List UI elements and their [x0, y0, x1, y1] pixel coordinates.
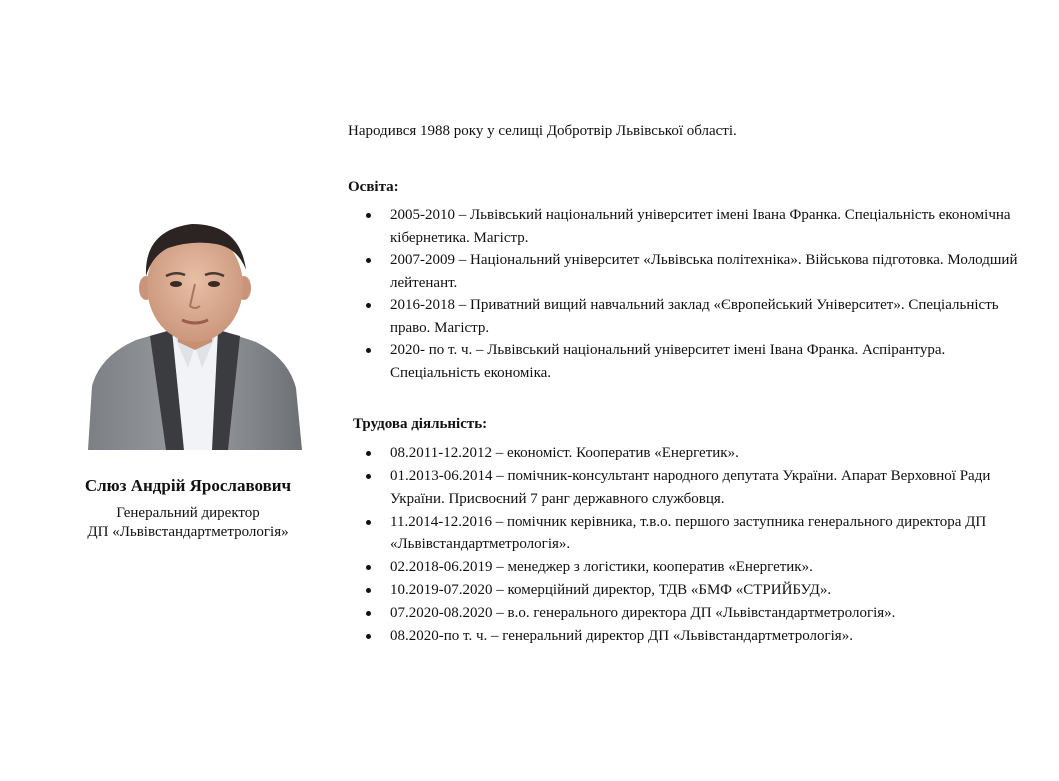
- bullet-icon: [366, 565, 371, 570]
- list-item: 10.2019-07.2020 – комерційний директор, ТДВ «БМФ «СТРИЙБУД».: [390, 579, 1030, 602]
- education-list: [390, 204, 1030, 384]
- bullet-icon: [366, 588, 371, 593]
- list-item: 2016-2018 – Приватний вищий навчальний заклад «Європейський Університет». Спеціальність право. Магістр.: [390, 294, 1030, 339]
- bullet-icon: [366, 520, 371, 525]
- person-organization: ДП «Львівстандартметрологія»: [87, 524, 289, 540]
- bullet-icon: [366, 258, 371, 263]
- bullet-icon: [366, 451, 371, 456]
- bullet-icon: [366, 474, 371, 479]
- list-item: 01.2013-06.2014 – помічник-консультант народного депутата України. Апарат Верховної Ради України. Присвоєний 7 ранг державного службовця.: [390, 465, 1030, 510]
- list-item: 08.2020-по т. ч. – генеральний директор ДП «Львівстандартметрологія».: [390, 625, 1030, 648]
- list-item: 2005-2010 – Львівський національний університет імені Івана Франка. Спеціальність економічна кібернетика. Магістр.: [390, 204, 1030, 249]
- list-item: 2007-2009 – Національний університет «Львівська політехніка». Військова підготовка. Молодший лейтенант.: [390, 249, 1030, 294]
- person-name: Слюз Андрій Ярославович: [84, 476, 292, 495]
- person-role: [38, 504, 338, 542]
- list-item: 11.2014-12.2016 – помічник керівника, т.в.о. першого заступника генерального директора ДП «Львівстандартметрологія».: [390, 511, 1030, 556]
- list-item: 02.2018-06.2019 – менеджер з логістики, кооператив «Енергетик».: [390, 556, 1030, 579]
- list-item: 08.2011-12.2012 – економіст. Кооператив «Енергетик».: [390, 442, 1030, 465]
- list-item: 2020- по т. ч. – Львівський національний університет імені Івана Франка. Аспірантура. Спеціальність економіка.: [390, 339, 1030, 384]
- work-heading: Трудова діяльність:: [353, 416, 488, 432]
- bullet-icon: [366, 213, 371, 218]
- work-list: [390, 442, 1030, 648]
- bullet-icon: [366, 611, 371, 616]
- person-position: Генеральний директор: [116, 505, 260, 521]
- bullet-icon: [366, 634, 371, 639]
- portrait-photo: [88, 218, 302, 450]
- bullet-icon: [366, 348, 371, 353]
- list-item: 07.2020-08.2020 – в.о. генерального директора ДП «Львівстандартметрологія».: [390, 602, 1030, 625]
- bullet-icon: [366, 303, 371, 308]
- birth-info: Народився 1988 року у селищі Добротвір Львівської області.: [348, 123, 737, 139]
- education-heading: Освіта:: [348, 179, 399, 195]
